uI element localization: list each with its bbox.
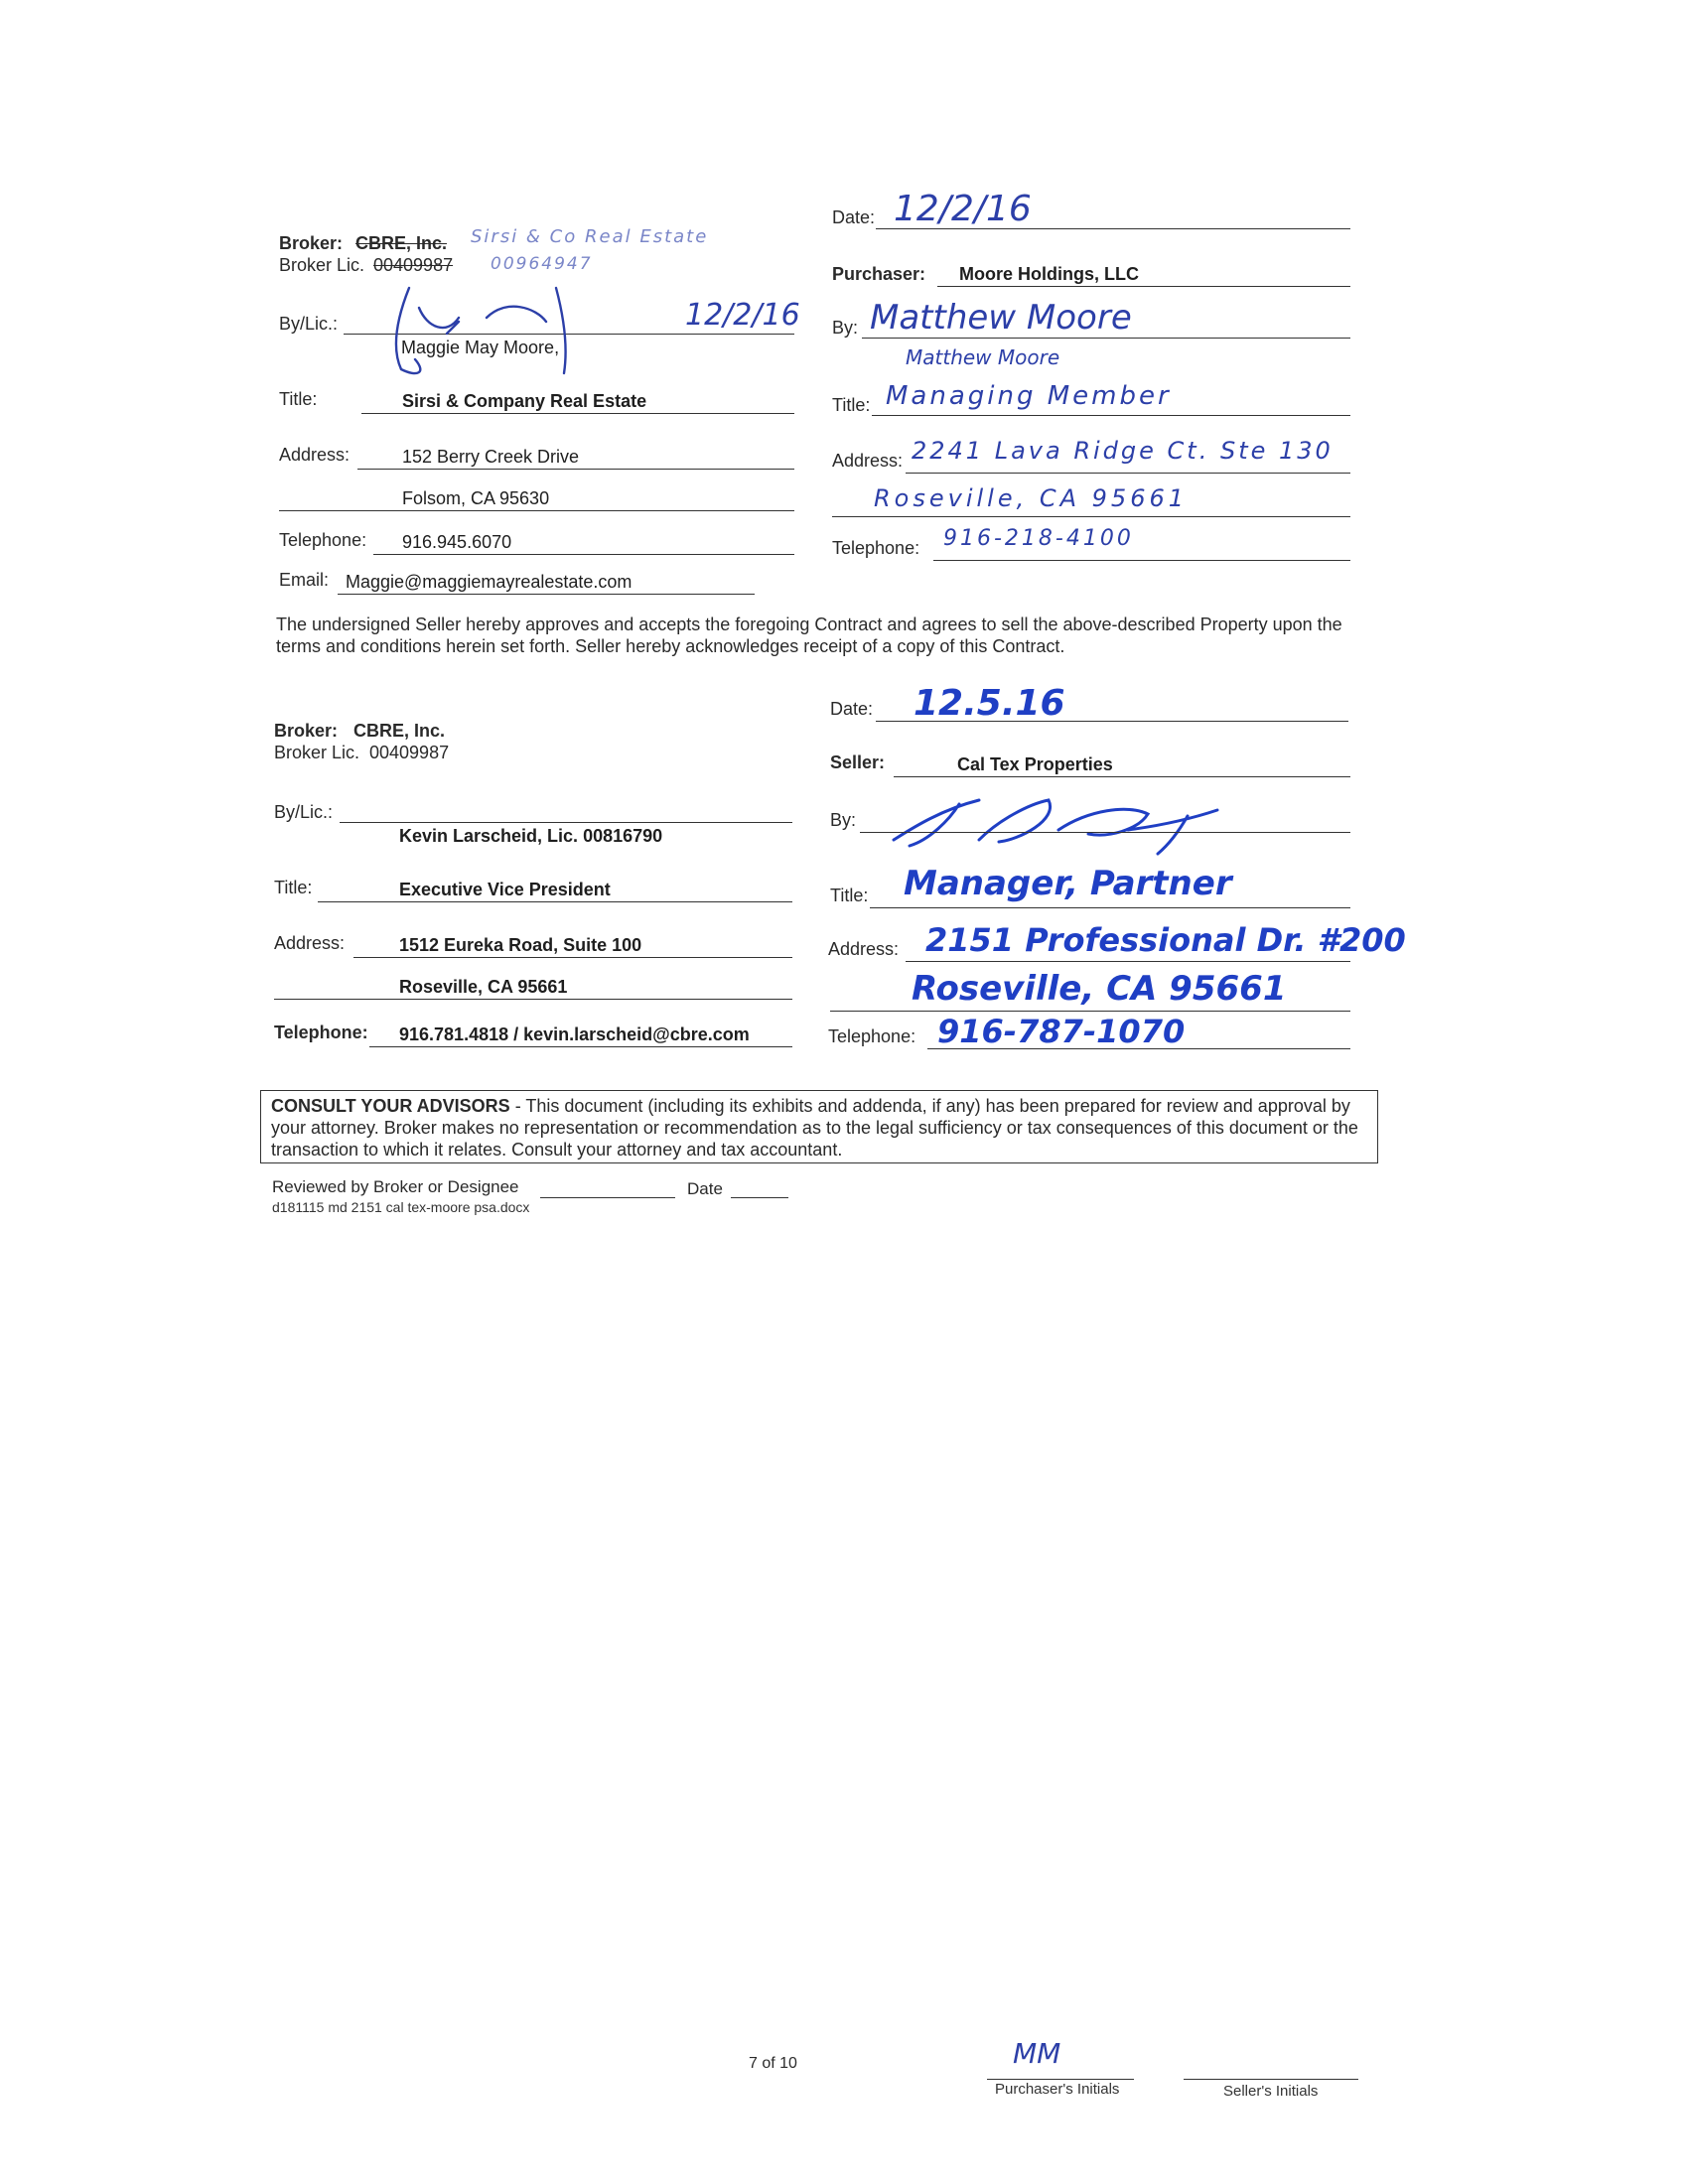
sb-broker-value: CBRE, Inc. bbox=[353, 721, 446, 741]
seller-title-value: Manager, Partner bbox=[904, 864, 1232, 903]
pb-email-label: Email: bbox=[279, 570, 330, 590]
seller-signature bbox=[890, 790, 1247, 860]
sb-telephone-line bbox=[369, 1046, 792, 1047]
pb-address-line1: 152 Berry Creek Drive bbox=[402, 447, 580, 467]
reviewed-by-line bbox=[540, 1197, 675, 1198]
seller-initials-label: Seller's Initials bbox=[1223, 2083, 1319, 2100]
pb-address-line1-rule bbox=[357, 469, 794, 470]
pb-broker-label: Broker: bbox=[279, 233, 344, 253]
seller-by-label: By: bbox=[830, 810, 857, 830]
pb-lic-struck: 00409987 bbox=[373, 255, 454, 275]
pb-broker-handwritten: Sirsi & Co Real Estate bbox=[471, 226, 709, 247]
purchaser-address-line2-rule bbox=[832, 516, 1350, 517]
pb-bylic-label: By/Lic.: bbox=[279, 314, 339, 334]
reviewed-date-line bbox=[731, 1197, 788, 1198]
seller-by-line bbox=[860, 832, 1350, 833]
pb-telephone-line bbox=[373, 554, 794, 555]
acceptance-paragraph: The undersigned Seller hereby approves and accepts the foregoing Contract and agrees to sell the above-described Property upon the terms and conditions herein set forth. Seller hereby acknowledges receipt of a copy of this Contract. bbox=[276, 614, 1342, 656]
purchaser-telephone-label: Telephone: bbox=[832, 538, 920, 558]
pb-title-label: Title: bbox=[279, 389, 318, 409]
purchaser-address-label: Address: bbox=[832, 451, 904, 471]
reviewed-date-label: Date bbox=[687, 1179, 723, 1198]
purchaser-date-label: Date: bbox=[832, 207, 876, 227]
seller-telephone-label: Telephone: bbox=[828, 1026, 916, 1046]
purchaser-date-value: 12/2/16 bbox=[894, 189, 1032, 229]
seller-title-label: Title: bbox=[830, 886, 869, 905]
consult-advisors-body: - This document (including its exhibits and addenda, if any) has been prepared for review and approval by your attorney. Broker makes no representation or recommendation as to the legal sufficiency or tax consequences of this document or the transaction to which it relates. Consult your attorney and tax accountant. bbox=[271, 1096, 1358, 1160]
seller-telephone-value: 916-787-1070 bbox=[937, 1013, 1186, 1050]
pb-title-value: Sirsi & Company Real Estate bbox=[402, 391, 647, 411]
purchaser-address-line1-rule bbox=[906, 473, 1350, 474]
pb-address-label: Address: bbox=[279, 445, 351, 465]
seller-address-label: Address: bbox=[828, 939, 900, 959]
page-number: 7 of 10 bbox=[749, 2055, 797, 2072]
seller-address-line1: 2151 Professional Dr. #200 bbox=[925, 921, 1406, 959]
purchaser-label: Purchaser: bbox=[832, 264, 926, 284]
sb-telephone-label: Telephone: bbox=[274, 1023, 368, 1042]
purchaser-by-signature: Matthew Moore bbox=[870, 298, 1132, 338]
sb-address-label: Address: bbox=[274, 933, 346, 953]
purchaser-initials-line bbox=[987, 2079, 1134, 2080]
purchaser-title-line bbox=[872, 415, 1350, 416]
consult-advisors-box bbox=[260, 1090, 1378, 1163]
pb-bylic-printed: Maggie May Moore, bbox=[401, 338, 560, 357]
purchaser-address-line2: Roseville, CA 95661 bbox=[874, 484, 1189, 512]
purchaser-telephone-line bbox=[933, 560, 1350, 561]
sb-address-line1: 1512 Eureka Road, Suite 100 bbox=[399, 935, 642, 955]
sb-lic-label: Broker Lic. bbox=[274, 743, 360, 762]
pb-broker-signature bbox=[387, 278, 586, 387]
sb-bylic-label: By/Lic.: bbox=[274, 802, 334, 822]
seller-label: Seller: bbox=[830, 752, 886, 772]
sb-lic-value: 00409987 bbox=[369, 743, 450, 762]
sb-bylic-value: Kevin Larscheid, Lic. 00816790 bbox=[399, 826, 663, 846]
purchaser-by-printed: Matthew Moore bbox=[906, 345, 1060, 369]
sb-title-line bbox=[318, 901, 792, 902]
purchaser-name: Moore Holdings, LLC bbox=[959, 264, 1139, 284]
pb-bylic-date: 12/2/16 bbox=[685, 298, 800, 333]
sb-address-line2-rule bbox=[274, 999, 792, 1000]
sb-broker-label: Broker: bbox=[274, 721, 339, 741]
pb-telephone-value: 916.945.6070 bbox=[402, 532, 512, 552]
pb-address-line2: Folsom, CA 95630 bbox=[402, 488, 550, 508]
seller-date-value: 12.5.16 bbox=[914, 683, 1065, 724]
pb-lic-label: Broker Lic. bbox=[279, 255, 365, 275]
consult-advisors-heading: CONSULT YOUR ADVISORS bbox=[271, 1096, 510, 1116]
seller-name: Cal Tex Properties bbox=[957, 754, 1113, 774]
sb-title-value: Executive Vice President bbox=[399, 880, 611, 899]
purchaser-initials-label: Purchaser's Initials bbox=[995, 2081, 1120, 2098]
seller-date-line bbox=[876, 721, 1348, 722]
purchaser-title-label: Title: bbox=[832, 395, 871, 415]
pb-lic-handwritten: 00964947 bbox=[491, 254, 593, 274]
pb-email-value: Maggie@maggiemayrealestate.com bbox=[346, 572, 633, 592]
purchaser-telephone-value: 916-218-4100 bbox=[943, 526, 1134, 551]
purchaser-date-line bbox=[876, 228, 1350, 229]
pb-title-line bbox=[361, 413, 794, 414]
pb-telephone-label: Telephone: bbox=[279, 530, 367, 550]
seller-name-line bbox=[894, 776, 1350, 777]
sb-title-label: Title: bbox=[274, 878, 313, 897]
purchaser-by-line bbox=[862, 338, 1350, 339]
pb-broker-struck: CBRE, Inc. bbox=[355, 233, 448, 253]
sb-bylic-line bbox=[340, 822, 792, 823]
pb-address-line2-rule bbox=[279, 510, 794, 511]
purchaser-initials-value: MM bbox=[1013, 2037, 1061, 2070]
seller-initials-line bbox=[1184, 2079, 1358, 2080]
consult-advisors-text bbox=[271, 1095, 1363, 1160]
seller-telephone-line bbox=[927, 1048, 1350, 1049]
seller-address-line1-rule bbox=[906, 961, 1350, 962]
seller-title-line bbox=[870, 907, 1350, 908]
purchaser-name-line bbox=[937, 286, 1350, 287]
sb-address-line2: Roseville, CA 95661 bbox=[399, 977, 568, 997]
purchaser-address-line1: 2241 Lava Ridge Ct. Ste 130 bbox=[912, 437, 1334, 465]
reviewed-by-label: Reviewed by Broker or Designee bbox=[272, 1177, 519, 1196]
purchaser-by-label: By: bbox=[832, 318, 859, 338]
sb-telephone-value: 916.781.4818 / kevin.larscheid@cbre.com bbox=[399, 1024, 750, 1044]
document-filename: d181115 md 2151 cal tex-moore psa.docx bbox=[272, 1199, 530, 1215]
purchaser-title-value: Managing Member bbox=[886, 381, 1172, 411]
pb-email-line bbox=[338, 594, 755, 595]
seller-date-label: Date: bbox=[830, 699, 874, 719]
sb-address-line1-rule bbox=[353, 957, 792, 958]
seller-address-line2-rule bbox=[830, 1011, 1350, 1012]
seller-address-line2: Roseville, CA 95661 bbox=[912, 969, 1287, 1009]
